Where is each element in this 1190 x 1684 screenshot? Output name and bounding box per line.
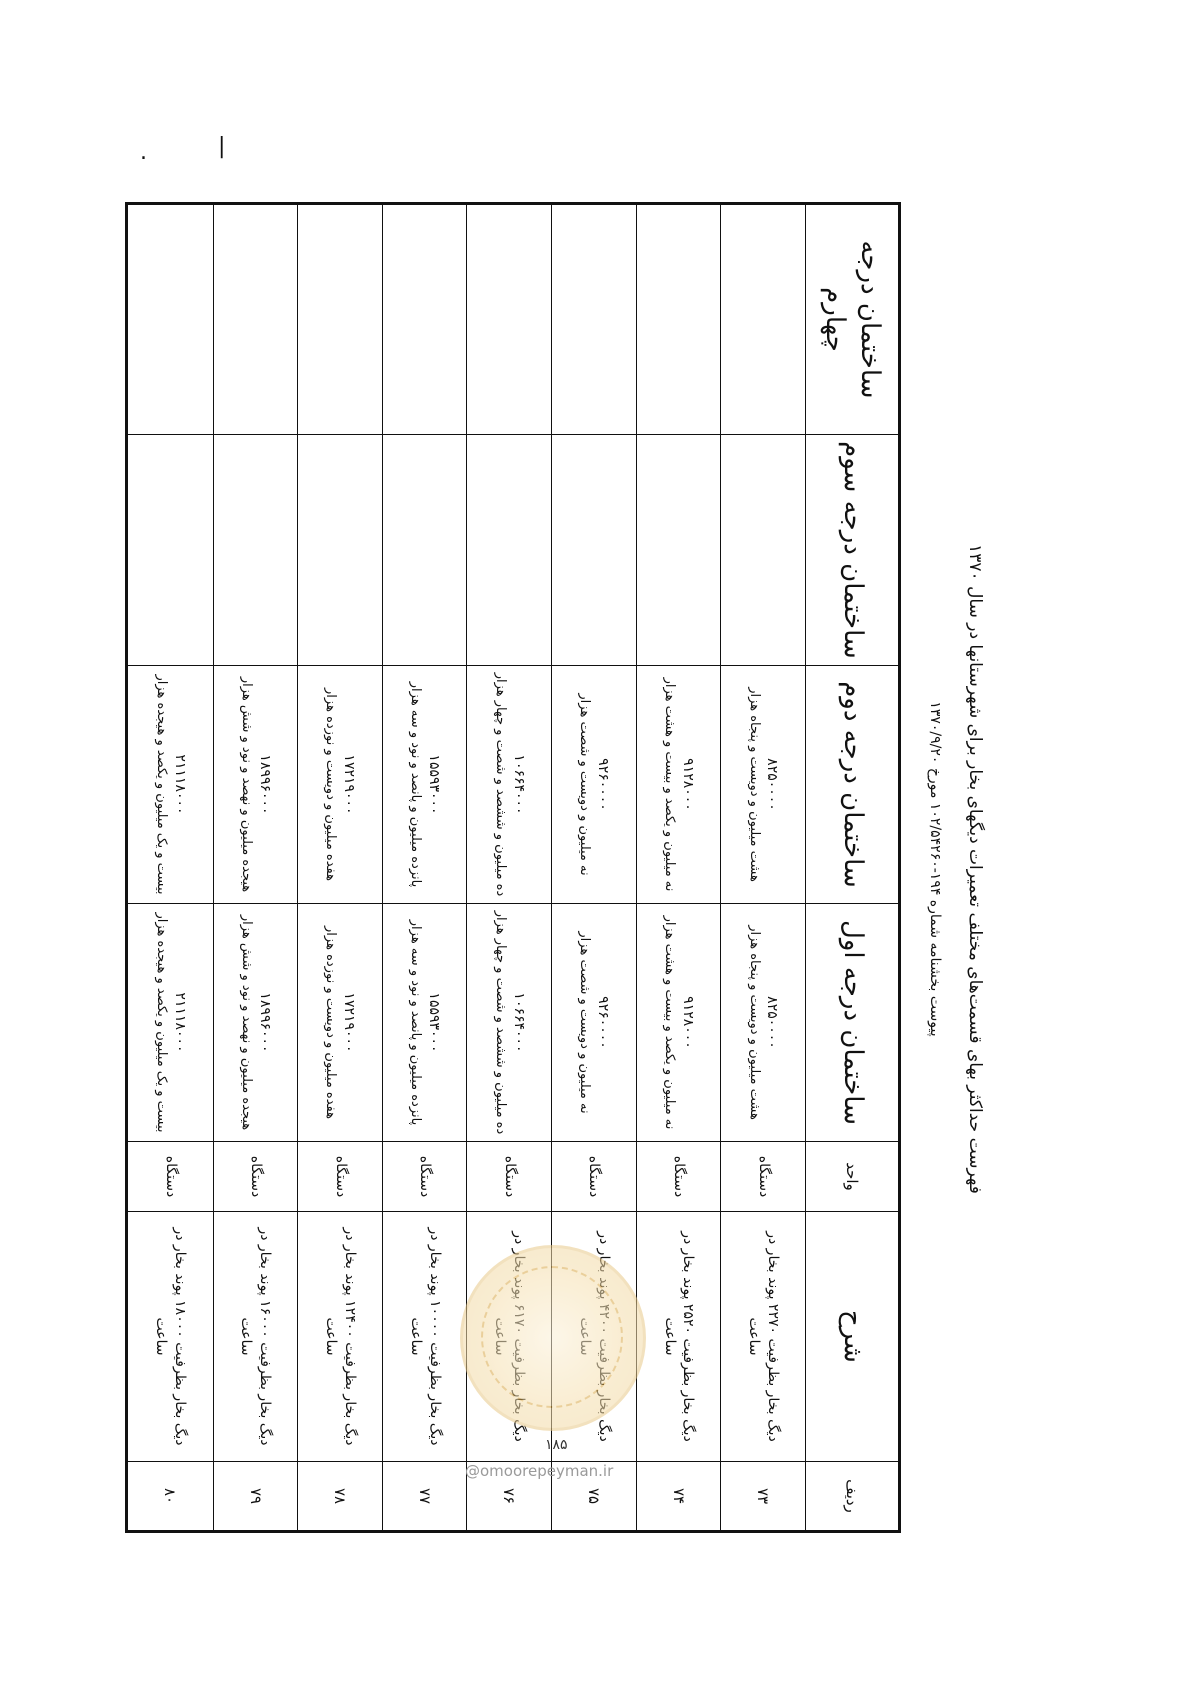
grade1-amount: ۹۲۶۰۰۰۰ (595, 996, 612, 1049)
table-row (298, 204, 383, 1532)
document-heading: فهرست حداکثر بهای قسمت‌های مختلف تعمیرات دیگهای بخار برای شهرستانها در سال ۱۳۷۰ (965, 544, 985, 1194)
grade3-cell (213, 435, 298, 666)
grade1-cell (382, 904, 467, 1142)
row-unit: دستگاه (552, 1142, 637, 1212)
grade2-amount: ۹۱۲۸۰۰۰ (679, 758, 696, 811)
grade2-amount: ۸۲۵۰۰۰۰ (764, 758, 781, 811)
row-unit: دستگاه (721, 1142, 806, 1212)
row-unit: دستگاه (636, 1142, 721, 1212)
grade1-cell (636, 904, 721, 1142)
grade1-cell (721, 904, 806, 1142)
page-number: ۱۸۵ (545, 1437, 568, 1453)
grade2-amount: ۱۵۵۹۳۰۰۰ (425, 754, 442, 815)
grade2-words: هشت میلیون و دویست و پنجاه هزار (746, 687, 762, 882)
grade1-cell (552, 904, 637, 1142)
row-description: دیگ بخار بظرفیت ۱۰۰۰۰ پوند بخار در ساعت (382, 1212, 467, 1462)
row-number: ۷۳ (721, 1462, 806, 1532)
grade1-words: هشت میلیون و دویست و پنجاه هزار (746, 925, 762, 1120)
stamp-ring (481, 1266, 623, 1408)
row-unit: دستگاه (467, 1142, 552, 1212)
row-number: ۷۷ (382, 1462, 467, 1532)
grade2-cell (721, 666, 806, 904)
grade4-cell (127, 204, 214, 435)
header-grade1: ساختمان درجه اول (806, 904, 900, 1142)
grade2-words: پانزده میلیون و پانصد و نود و سه هزار (408, 681, 424, 888)
grade1-words: ده میلیون و ششصد و شصت و چهار هزار (492, 910, 508, 1135)
grade2-cell (127, 666, 214, 904)
row-number: ۷۵ (552, 1462, 637, 1532)
row-number: ۷۹ (213, 1462, 298, 1532)
grade1-amount: ۱۵۵۹۳۰۰۰ (425, 992, 442, 1053)
grade4-cell (636, 204, 721, 435)
grade2-amount: ۹۲۶۰۰۰۰ (595, 758, 612, 811)
grade1-words: پانزده میلیون و پانصد و نود و سه هزار (408, 919, 424, 1126)
grade1-amount: ۱۸۹۹۶۰۰۰ (256, 992, 273, 1053)
table-row (213, 204, 298, 1532)
grade2-words: نه میلیون و دویست و شصت هزار (577, 693, 593, 876)
grade3-cell (721, 435, 806, 666)
grade1-amount: ۱۷۲۱۹۰۰۰ (341, 992, 358, 1053)
grade3-cell (127, 435, 214, 666)
grade1-cell (213, 904, 298, 1142)
grade2-words: هیجده میلیون و نهصد و نود و شش هزار (238, 676, 254, 893)
grade1-words: نه میلیون و دویست و شصت هزار (577, 931, 593, 1114)
grade4-cell (382, 204, 467, 435)
grade1-words: هیجده میلیون و نهصد و نود و شش هزار (238, 914, 254, 1131)
grade3-cell (298, 435, 383, 666)
grade1-amount: ۹۱۲۸۰۰۰ (679, 996, 696, 1049)
grade2-cell (467, 666, 552, 904)
row-unit: دستگاه (213, 1142, 298, 1212)
grade4-cell (298, 204, 383, 435)
row-number: ۷۸ (298, 1462, 383, 1532)
scan-bar: | (218, 134, 226, 159)
row-description: دیگ بخار بظرفیت ۲۵۲۰ پوند بخار در ساعت (636, 1212, 721, 1462)
grade4-cell (552, 204, 637, 435)
row-description: دیگ بخار بظرفیت ۱۲۴۰۰ پوند بخار در ساعت (298, 1212, 383, 1462)
table-row (127, 204, 214, 1532)
grade1-amount: ۸۲۵۰۰۰۰ (764, 996, 781, 1049)
grade1-amount: ۱۰۶۶۴۰۰۰ (510, 992, 527, 1053)
row-description: دیگ بخار بظرفیت ۱۸۰۰۰ پوند بخار در ساعت (127, 1212, 214, 1462)
grade2-words: هفده میلیون و دویست و نوزده هزار (323, 688, 339, 881)
row-number: ۸۰ (127, 1462, 214, 1532)
grade1-words: بیست و یک میلیون و یکصد و هیجده هزار (153, 912, 169, 1133)
grade2-cell (552, 666, 637, 904)
grade1-cell (467, 904, 552, 1142)
table-row (721, 204, 806, 1532)
grade2-cell (636, 666, 721, 904)
grade2-cell (213, 666, 298, 904)
row-description: دیگ بخار بظرفیت ۲۲۷۰ پوند بخار در ساعت (721, 1212, 806, 1462)
grade3-cell (636, 435, 721, 666)
grade2-words: بیست و یک میلیون و یکصد و هیجده هزار (153, 674, 169, 895)
scan-dot: . (140, 140, 147, 165)
grade2-cell (382, 666, 467, 904)
grade3-cell (382, 435, 467, 666)
row-number: ۷۴ (636, 1462, 721, 1532)
row-unit: دستگاه (298, 1142, 383, 1212)
grade1-amount: ۲۱۱۱۸۰۰۰ (171, 992, 188, 1053)
header-grade4: ساختمان درجه چهارم (806, 204, 900, 435)
grade3-cell (467, 435, 552, 666)
row-description: دیگ بخار بظرفیت ۱۶۰۰۰ پوند بخار در ساعت (213, 1212, 298, 1462)
grade1-cell (298, 904, 383, 1142)
grade2-amount: ۱۸۹۹۶۰۰۰ (256, 754, 273, 815)
grade2-amount: ۱۰۶۶۴۰۰۰ (510, 754, 527, 815)
grade2-amount: ۲۱۱۱۸۰۰۰ (171, 754, 188, 815)
table-row (636, 204, 721, 1532)
header-unit: واحد (806, 1142, 900, 1212)
header-grade3: ساختمان درجه سوم (806, 435, 900, 666)
grade2-words: ده میلیون و ششصد و شصت و چهار هزار (492, 672, 508, 897)
grade2-amount: ۱۷۲۱۹۰۰۰ (341, 754, 358, 815)
header-row: ردیف (806, 1462, 900, 1532)
grade3-cell (552, 435, 637, 666)
header-description: شرح (806, 1212, 900, 1462)
table-header-row (806, 204, 900, 1532)
grade1-cell (127, 904, 214, 1142)
grade2-cell (298, 666, 383, 904)
grade2-words: نه میلیون و یکصد و بیست و هشت هزار (661, 677, 677, 892)
table-row (382, 204, 467, 1532)
stamp-watermark (460, 1245, 646, 1431)
header-grade2: ساختمان درجه دوم (806, 666, 900, 904)
grade4-cell (721, 204, 806, 435)
row-unit: دستگاه (127, 1142, 214, 1212)
site-watermark: @omoorepeyman.ir (465, 1462, 614, 1480)
grade1-words: هفده میلیون و دویست و نوزده هزار (323, 926, 339, 1119)
grade4-cell (467, 204, 552, 435)
grade1-words: نه میلیون و یکصد و بیست و هشت هزار (661, 915, 677, 1130)
row-number: ۷۶ (467, 1462, 552, 1532)
row-unit: دستگاه (382, 1142, 467, 1212)
grade4-cell (213, 204, 298, 435)
document-subheading: پیوست بخشنامه شماره ۱۹۴-۱۰۲/۵۴۲۶۰ مورخ ۱۳۷۰/۹/۲۰ (927, 701, 943, 1037)
